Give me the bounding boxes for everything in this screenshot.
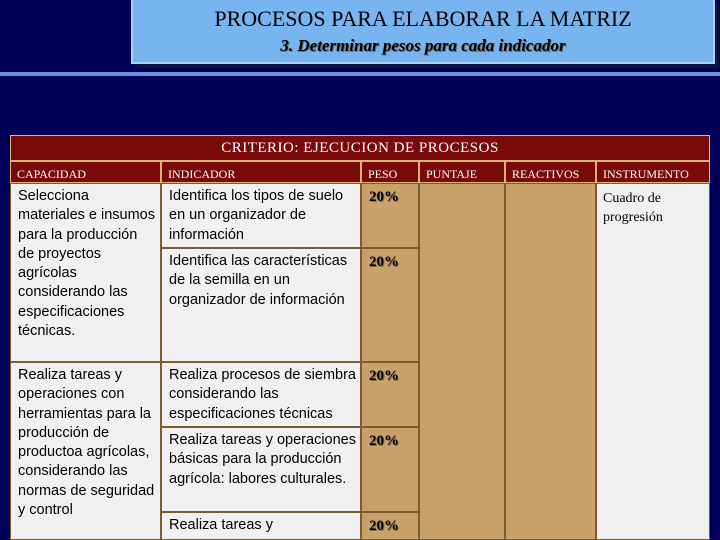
header-puntaje: PUNTAJE	[419, 161, 505, 183]
header-reactivos: REACTIVOS	[505, 161, 596, 183]
header-instrumento: INSTRUMENTO	[596, 161, 710, 183]
peso-cell: 20%	[361, 362, 419, 427]
indicador-cell: Identifica las características de la semilla en un organizador de información	[161, 248, 361, 362]
divider	[0, 72, 720, 76]
criterion-header: CRITERIO: EJECUCION DE PROCESOS	[10, 135, 710, 161]
capacidad-cell: Realiza tareas y operaciones con herramientas para la producción de productoa agrícolas, considerando las normas de seguridad y control	[10, 362, 161, 540]
peso-cell: 20%	[361, 248, 419, 362]
matrix-table	[10, 161, 710, 540]
indicador-cell: Realiza tareas y operaciones básicas para la producción agrícola: labores culturales.	[161, 427, 361, 512]
header-peso: PESO	[361, 161, 419, 183]
header-capacidad: CAPACIDAD	[10, 161, 161, 183]
title-box	[131, 0, 715, 64]
reactivos-column	[505, 183, 596, 540]
peso-cell: 20%	[361, 183, 419, 248]
indicador-cell: Identifica los tipos de suelo en un organizador de información	[161, 183, 361, 248]
puntaje-column	[419, 183, 505, 540]
peso-cell: 20%	[361, 427, 419, 512]
page-title: PROCESOS PARA ELABORAR LA MATRIZ	[214, 6, 632, 31]
indicador-cell: Realiza tareas y	[161, 512, 361, 540]
capacidad-cell: Selecciona materiales e insumos para la producción de proyectos agrícolas considerando las especificaciones técnicas.	[10, 183, 161, 362]
peso-cell: 20%	[361, 512, 419, 540]
indicador-cell: Realiza procesos de siembra considerando las especificaciones técnicas	[161, 362, 361, 427]
instrumento-cell: Cuadro de progresión	[596, 183, 710, 540]
header-indicador: INDICADOR	[161, 161, 361, 183]
page-subtitle: 3. Determinar pesos para cada indicador	[280, 36, 566, 55]
